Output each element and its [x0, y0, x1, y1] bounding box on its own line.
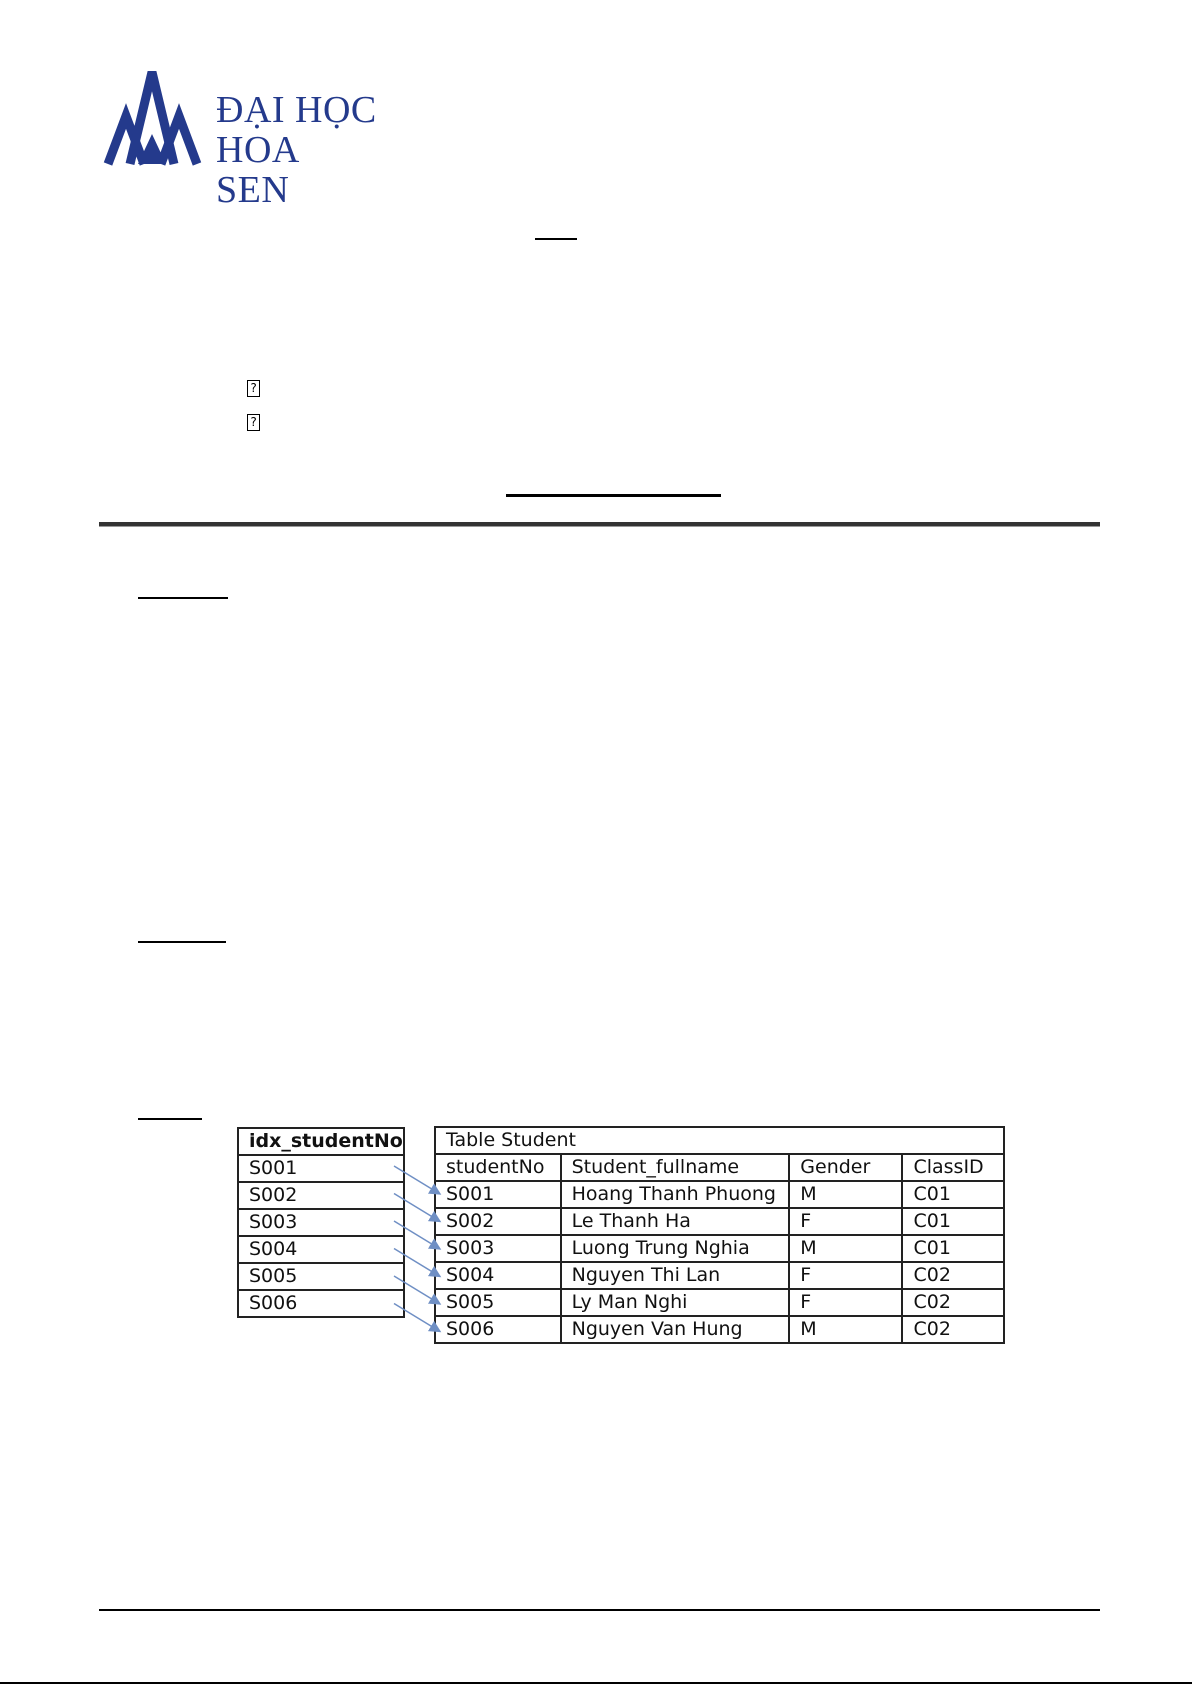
student-cell: F	[789, 1262, 902, 1289]
student-row	[435, 1181, 1004, 1208]
pointer-arrow	[394, 1304, 440, 1332]
subheading-underline-1	[138, 597, 228, 599]
column-header: ClassID	[902, 1154, 1004, 1181]
student-cell: Ly Man Nghi	[561, 1289, 790, 1316]
student-row	[435, 1208, 1004, 1235]
student-cell: S002	[435, 1208, 561, 1235]
index-row	[238, 1155, 404, 1182]
missing-glyph-icon: ?	[249, 381, 258, 395]
subheading-underline-3	[138, 1118, 202, 1120]
page-bottom-line	[0, 1682, 1192, 1684]
student-cell: M	[789, 1181, 902, 1208]
student-cell: C01	[902, 1181, 1004, 1208]
student-cell: F	[789, 1289, 902, 1316]
student-cell: C02	[902, 1262, 1004, 1289]
student-cell: Hoang Thanh Phuong	[561, 1181, 790, 1208]
index-cell: S004	[238, 1236, 404, 1263]
pointer-arrow	[394, 1276, 440, 1304]
student-cell: C01	[902, 1208, 1004, 1235]
index-cell: S002	[238, 1182, 404, 1209]
bullet-2	[247, 414, 260, 431]
index-table-header: idx_studentNo	[238, 1128, 404, 1155]
column-header: Gender	[789, 1154, 902, 1181]
missing-glyph-icon: ?	[249, 415, 258, 429]
subheading-underline-2	[138, 941, 226, 943]
student-cell: S003	[435, 1235, 561, 1262]
pointer-arrow	[394, 1221, 440, 1249]
header-divider	[99, 522, 1100, 527]
column-header: Student_fullname	[561, 1154, 790, 1181]
student-row	[435, 1235, 1004, 1262]
student-table	[434, 1126, 1005, 1344]
student-cell: S006	[435, 1316, 561, 1343]
pointer-arrow	[394, 1194, 440, 1222]
student-row	[435, 1316, 1004, 1343]
index-cell: S006	[238, 1290, 404, 1317]
index-row	[238, 1263, 404, 1290]
student-cell: M	[789, 1235, 902, 1262]
logo-line-1: ĐẠI HỌC	[216, 89, 377, 131]
student-row	[435, 1289, 1004, 1316]
student-cell: S001	[435, 1181, 561, 1208]
pointer-arrow	[394, 1166, 440, 1194]
index-table	[237, 1127, 405, 1318]
student-cell: C01	[902, 1235, 1004, 1262]
bullet-1	[247, 380, 260, 397]
index-row	[238, 1209, 404, 1236]
student-cell: C02	[902, 1316, 1004, 1343]
student-cell: S004	[435, 1262, 561, 1289]
student-cell: Luong Trung Nghia	[561, 1235, 790, 1262]
index-cell: S001	[238, 1155, 404, 1182]
title-underline	[535, 238, 577, 240]
footer-divider	[99, 1609, 1100, 1611]
student-table-title: Table Student	[435, 1127, 1004, 1154]
lotus-logo-icon	[100, 64, 205, 172]
index-row	[238, 1182, 404, 1209]
student-row	[435, 1262, 1004, 1289]
student-cell: S005	[435, 1289, 561, 1316]
student-cell: Le Thanh Ha	[561, 1208, 790, 1235]
index-cell: S003	[238, 1209, 404, 1236]
student-cell: M	[789, 1316, 902, 1343]
index-row	[238, 1236, 404, 1263]
student-cell: Nguyen Van Hung	[561, 1316, 790, 1343]
index-pointer-arrows	[392, 1160, 452, 1360]
student-cell: Nguyen Thi Lan	[561, 1262, 790, 1289]
pointer-arrow	[394, 1249, 440, 1277]
student-cell: C02	[902, 1289, 1004, 1316]
section-heading-underline	[506, 494, 721, 497]
index-cell: S005	[238, 1263, 404, 1290]
column-header: studentNo	[435, 1154, 561, 1181]
logo-line-2: HOA SEN	[216, 129, 298, 211]
student-table-header-row	[435, 1154, 1004, 1181]
university-logo	[100, 64, 380, 211]
index-row	[238, 1290, 404, 1317]
student-cell: F	[789, 1208, 902, 1235]
